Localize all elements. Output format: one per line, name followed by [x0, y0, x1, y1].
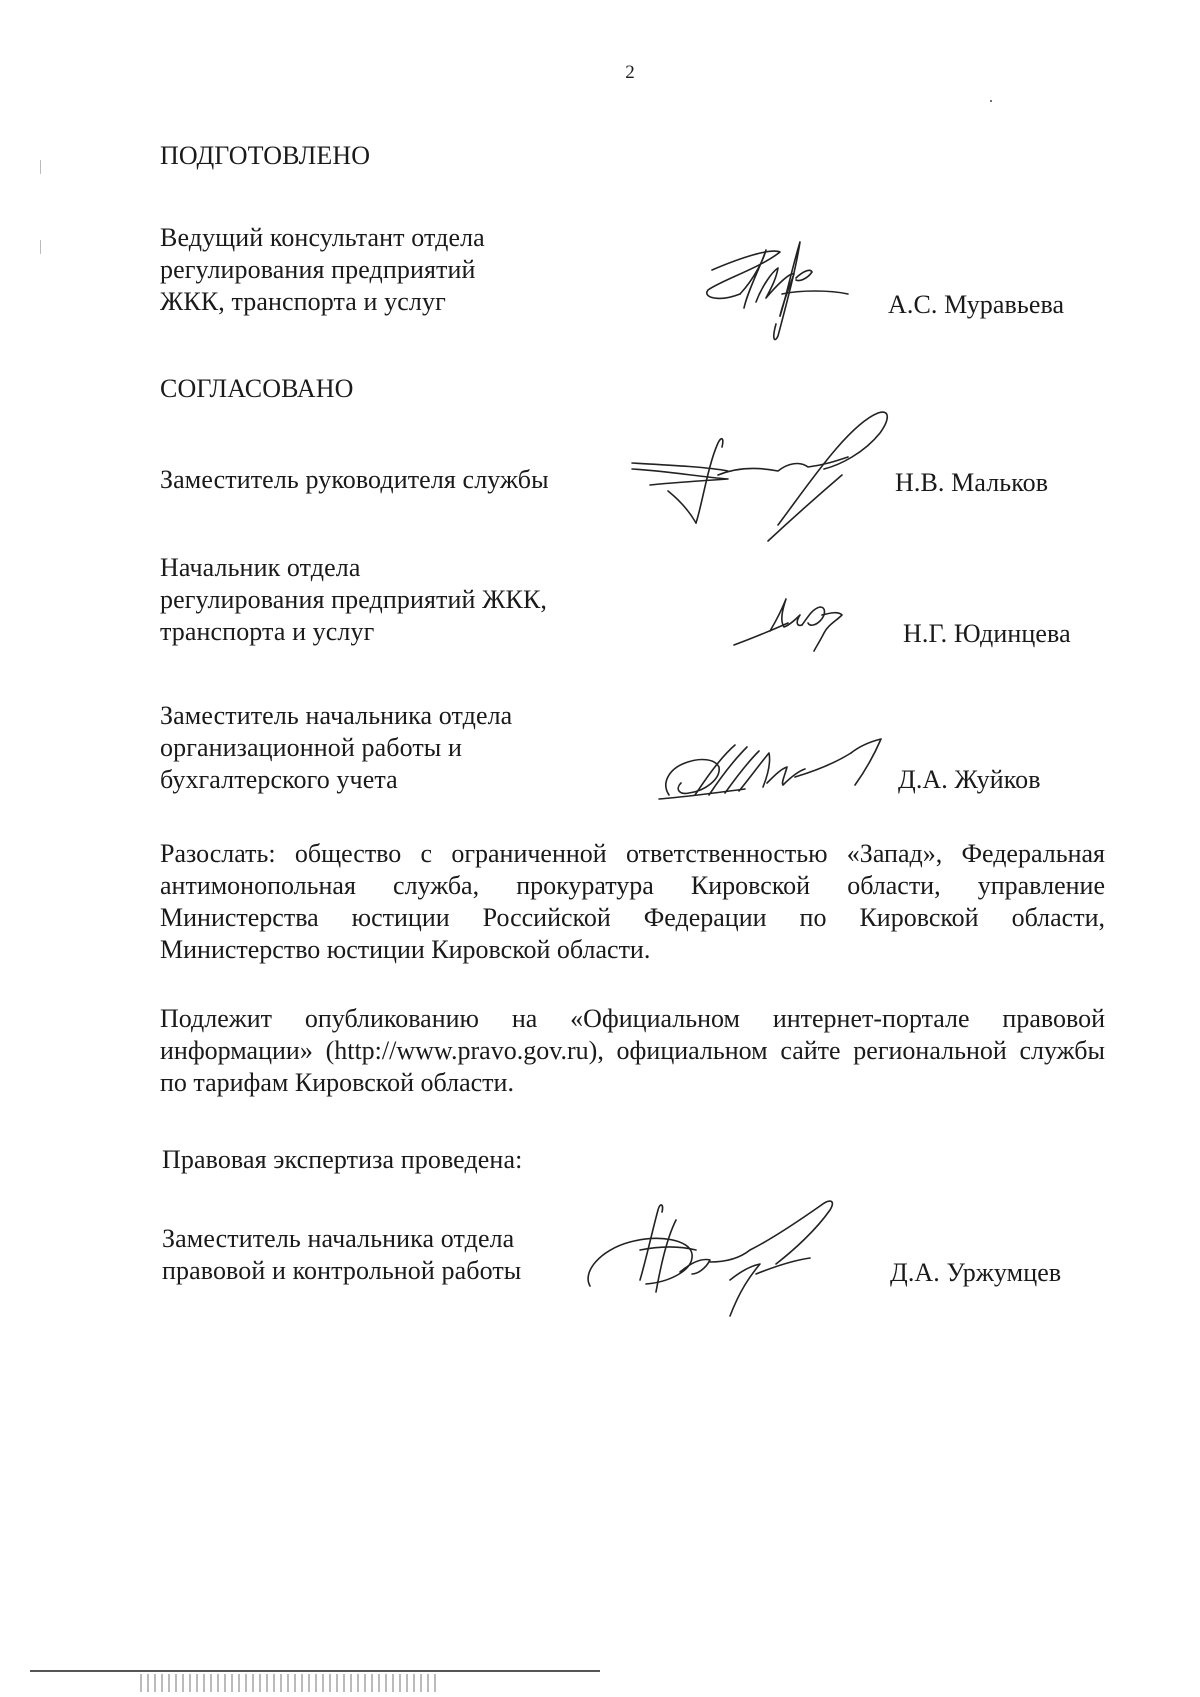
- page-number: 2: [625, 62, 635, 83]
- scan-speck: [40, 240, 41, 254]
- prepared-heading: ПОДГОТОВЛЕНО: [160, 141, 371, 170]
- agreed-signer-3-position-line-1: Заместитель начальника отдела: [160, 701, 513, 730]
- signature-malkov: [628, 405, 918, 545]
- agreed-signer-2-position-line-1: Начальник отдела: [160, 553, 361, 582]
- legal-review-position-line-1: Заместитель начальника отдела: [162, 1224, 515, 1253]
- agreed-heading: СОГЛАСОВАНО: [160, 374, 354, 403]
- prepared-signer-name: А.С. Муравьева: [888, 290, 1065, 319]
- agreed-signer-3-position-line-3: бухгалтерского учета: [160, 765, 398, 794]
- signature-yudintseva: [730, 585, 860, 655]
- agreed-signer-2-position-line-2: регулирования предприятий ЖКК,: [160, 585, 548, 614]
- signature-muravyeva: [700, 228, 860, 348]
- scan-speck: [40, 160, 41, 174]
- signature-urzhumtsev: [580, 1180, 900, 1320]
- agreed-signer-2-name: Н.Г. Юдинцева: [903, 619, 1071, 648]
- scan-speck: [990, 100, 992, 102]
- prepared-position-line-3: ЖКК, транспорта и услуг: [160, 287, 446, 316]
- agreed-signer-3-position-line-2: организационной работы и: [160, 733, 462, 762]
- agreed-signer-1-position-line-1: Заместитель руководителя службы: [160, 465, 549, 494]
- legal-review-signer-name: Д.А. Уржумцев: [890, 1258, 1062, 1287]
- signature-zhuikov: [655, 733, 895, 808]
- prepared-position-line-2: регулирования предприятий: [160, 255, 476, 284]
- prepared-position-line-1: Ведущий консультант отдела: [160, 223, 485, 252]
- legal-review-heading: Правовая экспертиза проведена:: [162, 1145, 523, 1174]
- agreed-signer-2-position-line-3: транспорта и услуг: [160, 617, 375, 646]
- publication-paragraph: Подлежит опубликованию на «Официальном интернет-портале правовой информации» (http://www.pravo.gov.ru), официальном сайте региональной службы по тарифам Кировской области.: [160, 1004, 1105, 1097]
- distribution-paragraph: Разослать: общество с ограниченной ответственностью «Запад», Федеральная антимонопольная служба, прокуратура Кировской области, управление Министерства юстиции Российской Федерации по Кировской области, Министерство юстиции Кировской области.: [160, 839, 1105, 964]
- agreed-signer-1-name: Н.В. Мальков: [895, 468, 1049, 497]
- legal-review-position-line-2: правовой и контрольной работы: [162, 1256, 522, 1285]
- scan-edge-line: [30, 1670, 600, 1672]
- scan-edge-noise: [140, 1674, 440, 1692]
- agreed-signer-3-name: Д.А. Жуйков: [898, 765, 1041, 794]
